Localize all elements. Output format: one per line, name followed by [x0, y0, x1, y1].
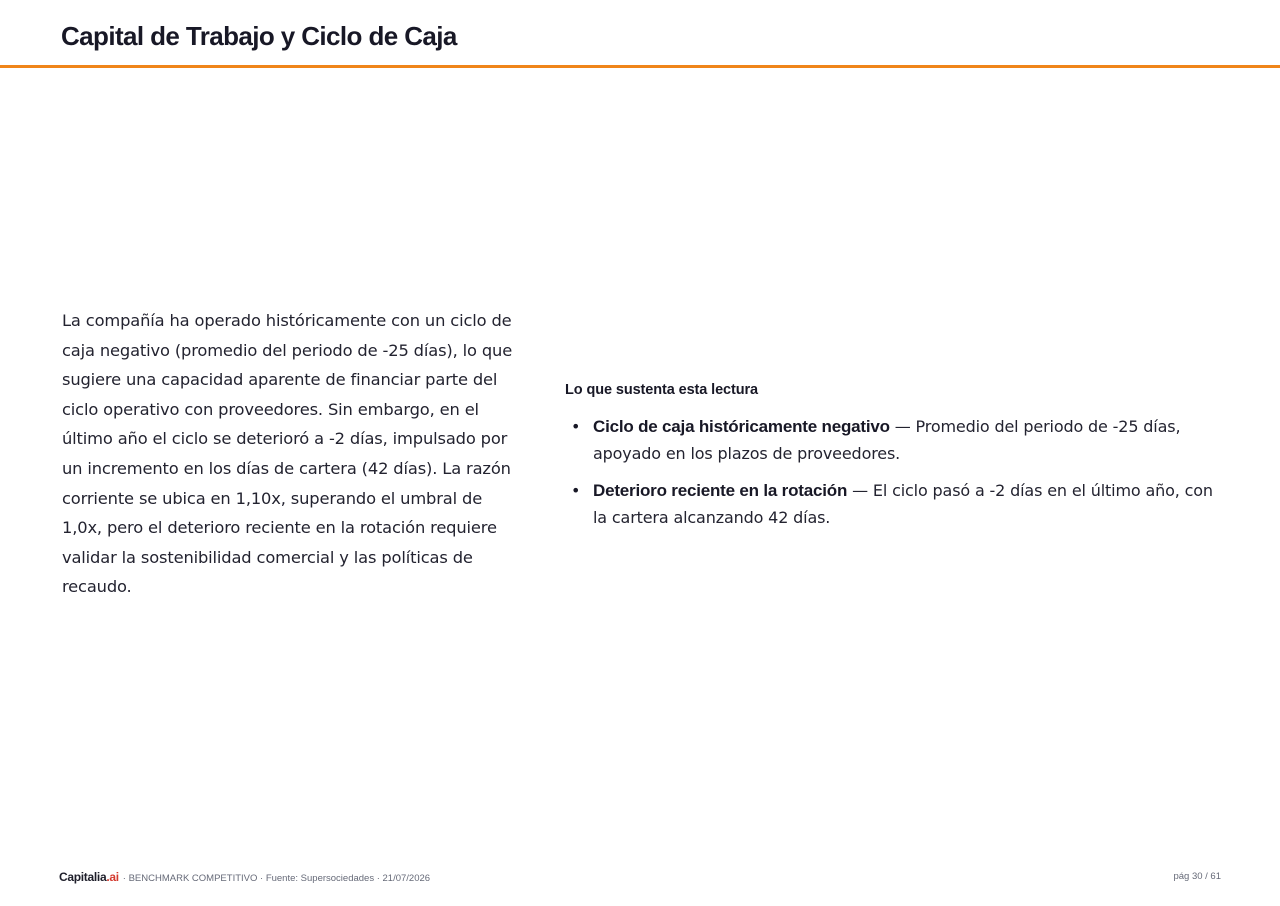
support-bullet-item [565, 413, 1225, 467]
brand-suffix: .ai [106, 870, 119, 884]
bullet-dot-icon: • [571, 481, 581, 500]
brand-logo [59, 870, 119, 884]
page-footer [59, 869, 1221, 885]
brand-name: Capitalia [59, 870, 107, 884]
bullet-title: Deterioro reciente en la rotación [593, 481, 848, 500]
support-bullet-list [565, 413, 1225, 531]
support-bullet-item [565, 477, 1225, 531]
analysis-paragraph: La compañía ha operado históricamente con un ciclo de caja negativo (promedio del periodo de -25 días), lo que sugiere una capacidad aparente de financiar parte del ciclo operativo con proveedores. Sin embargo, en el último año el ciclo se deterioró a -2 días, impulsado por un incremento en los días de cartera (42 días). La razón corriente se ubica en 1,10x, superando el umbral de 1,0x, pero el deterioro reciente en la rotación requiere validar la sostenibilidad comercial y las políticas de recaudo. [62, 311, 513, 597]
support-column [565, 380, 1225, 541]
bullet-title: Ciclo de caja históricamente negativo [593, 417, 890, 436]
footer-meta: · BENCHMARK COMPETITIVO · Fuente: Supersociedades · 21/07/2026 [122, 873, 431, 884]
page-header [0, 0, 1280, 68]
analysis-column [62, 306, 522, 602]
page-number: pág 30 / 61 [1173, 871, 1221, 882]
bullet-dot-icon: • [571, 417, 581, 436]
page-title: Capital de Trabajo y Ciclo de Caja [61, 21, 457, 51]
bullet-text: — El ciclo pasó a -2 días en el último año, con la cartera alcanzando 42 días. [593, 481, 1213, 527]
support-heading: Lo que sustenta esta lectura [565, 382, 759, 398]
footer-left [59, 869, 430, 887]
bullet-text: — Promedio del periodo de -25 días, apoyado en los plazos de proveedores. [593, 417, 1181, 463]
